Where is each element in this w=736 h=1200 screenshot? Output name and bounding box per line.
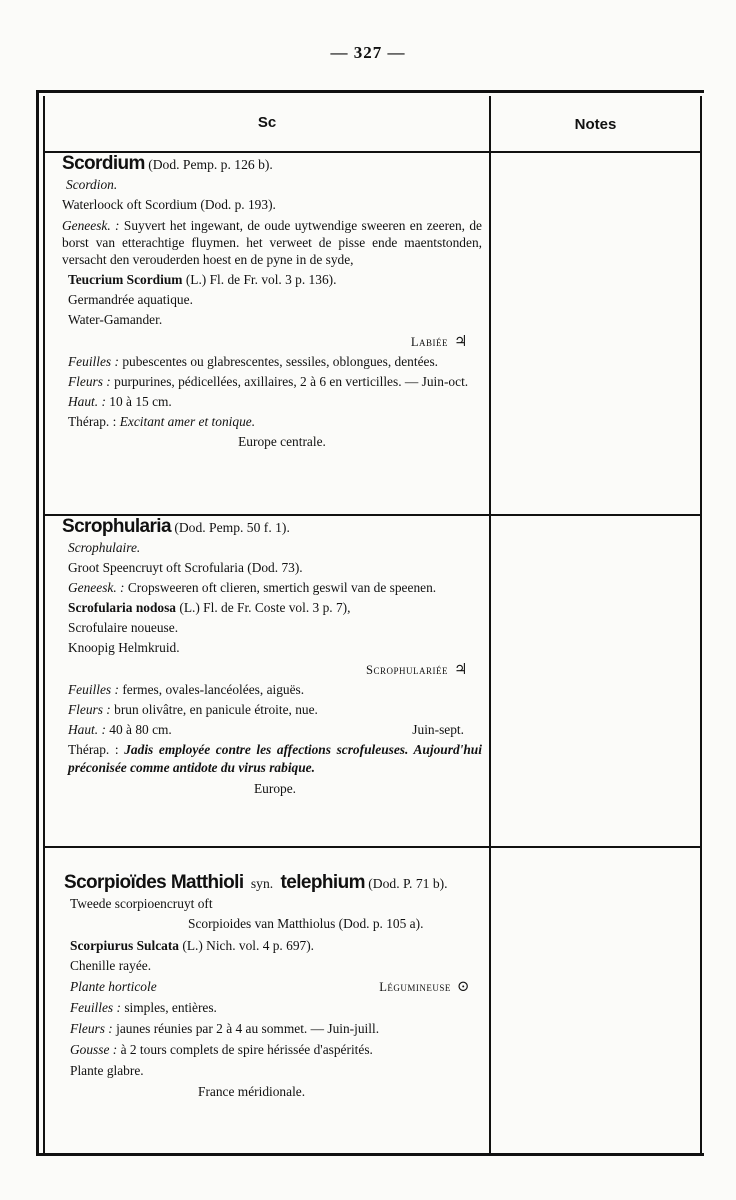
fleurs-text: purpurines, pédicellées, axillaires, 2 à 6 en verticilles. — Juin-oct. xyxy=(114,374,469,389)
therap-label: Thérap. : xyxy=(68,414,117,429)
french-name: Germandrée aquatique. xyxy=(68,292,193,307)
feuilles-line xyxy=(62,681,482,699)
feuilles-line xyxy=(64,999,484,1017)
latin-reference: (L.) Fl. de Fr. vol. 3 p. 136). xyxy=(185,272,337,287)
latin-name: Scorpiurus Sulcata xyxy=(70,938,180,953)
french-old-name: Scordion. xyxy=(66,177,118,192)
family-group xyxy=(379,978,470,996)
latin-name: Scrofularia nodosa xyxy=(68,600,177,615)
haut-text: 40 à 80 cm. xyxy=(109,722,172,737)
entry-scordium xyxy=(62,155,482,451)
geneesk-paragraph xyxy=(62,217,482,268)
therap-text: Excitant amer et tonique. xyxy=(119,414,256,429)
dutch-old-name: Waterloock oft Scordium (Dod. p. 193). xyxy=(62,197,276,212)
page-number: — 327 — xyxy=(330,43,406,62)
entry-scrophularia xyxy=(62,518,482,798)
dutch-name: Water-Gamander. xyxy=(68,312,163,327)
table-inner-left-border xyxy=(43,96,45,1155)
geneesk-text: Cropsweeren oft clieren, smertich geswil van de speenen. xyxy=(127,580,437,595)
fleurs-label: Fleurs : xyxy=(68,374,111,389)
geneesk-label: Geneesk. : xyxy=(62,218,120,233)
perennial-symbol: ♃ xyxy=(454,662,468,678)
haut-line xyxy=(62,393,482,411)
family-line xyxy=(62,333,482,351)
entry-scorpioides xyxy=(64,874,484,1101)
column-header-sc: Sc xyxy=(257,114,277,131)
latin-name-line xyxy=(62,271,482,289)
entry-title: Scrophularia xyxy=(62,516,171,537)
fleurs-line xyxy=(62,701,482,719)
syn-name: telephium xyxy=(280,872,365,893)
region: Europe centrale. xyxy=(238,434,326,449)
fleurs-line xyxy=(64,1020,484,1038)
perennial-symbol: ♃ xyxy=(454,334,468,350)
gousse-label: Gousse : xyxy=(70,1042,118,1057)
latin-name-line xyxy=(62,599,482,617)
feuilles-paragraph xyxy=(62,353,482,371)
fleurs-text: jaunes réunies par 2 à 4 au sommet. — Juin-juill. xyxy=(116,1021,380,1036)
haut-text: 10 à 15 cm. xyxy=(109,394,172,409)
entry-heading xyxy=(62,518,482,537)
latin-reference: (L.) Nich. vol. 4 p. 697). xyxy=(182,938,315,953)
geneesk-label: Geneesk. : xyxy=(68,580,125,595)
region: Europe. xyxy=(253,781,297,796)
french-name: Chenille rayée. xyxy=(70,958,152,973)
family-name: Labiée xyxy=(410,335,449,349)
gousse-line xyxy=(64,1041,484,1059)
latin-name: Teucrium Scordium xyxy=(68,272,183,287)
dutch-old-name-1: Tweede scorpioencruyt oft xyxy=(70,896,213,911)
table-left-border xyxy=(36,90,39,1155)
table-top-border xyxy=(36,90,704,93)
column-divider xyxy=(489,96,491,1155)
annual-symbol: ⊙ xyxy=(456,979,470,995)
fleurs-text: brun olivâtre, en panicule étroite, nue. xyxy=(114,702,318,717)
haut-group xyxy=(68,721,172,739)
note: Plante glabre. xyxy=(70,1063,144,1078)
geneesk-text: Suyvert het ingewant, de oude uytwendige sweeren en zeeren, de borst van etterachtige fluymen. het verweet de pisse ende maentstonden, versacht den verouderden hoest en de pyne in de syde, xyxy=(62,218,482,267)
haut-line xyxy=(62,721,482,739)
haut-label: Haut. : xyxy=(68,722,106,737)
french-old-name: Scrophulaire. xyxy=(68,540,141,555)
entry-reference: (Dod. Pemp. p. 126 b). xyxy=(148,157,273,172)
dutch-name: Knoopig Helmkruid. xyxy=(68,640,180,655)
feuilles-text: pubescentes ou glabrescentes, sessiles, oblongues, dentées. xyxy=(122,354,439,369)
latin-name-line xyxy=(64,937,484,955)
french-name: Scrofulaire noueuse. xyxy=(68,620,179,635)
family-name: Scrophulariée xyxy=(366,663,449,677)
entry-title: Scorpioïdes Matthioli xyxy=(64,872,244,893)
feuilles-text: fermes, ovales-lancéolées, aiguës. xyxy=(122,682,305,697)
fleurs-label: Fleurs : xyxy=(68,702,111,717)
family-line xyxy=(62,661,482,679)
entry-reference: (Dod. Pemp. 50 f. 1). xyxy=(174,520,290,535)
feuilles-text: simples, entières. xyxy=(124,1000,217,1015)
table-bottom-border xyxy=(36,1153,704,1156)
gousse-text: à 2 tours complets de spire hérissée d'aspérités. xyxy=(120,1042,373,1057)
flowering-period: Juin-sept. xyxy=(412,722,464,737)
entry-reference: (Dod. P. 71 b). xyxy=(368,876,448,891)
entry-title: Scordium xyxy=(62,153,145,174)
column-header-notes: Notes xyxy=(574,116,617,133)
dutch-old-name: Groot Speencruyt oft Scrofularia (Dod. 73). xyxy=(68,560,303,575)
plant-type: Plante horticole xyxy=(70,979,157,994)
feuilles-label: Feuilles : xyxy=(68,682,119,697)
table-right-border xyxy=(700,96,702,1155)
dutch-old-name-2: Scorpioides van Matthiolus (Dod. p. 105 a). xyxy=(188,916,424,931)
feuilles-label: Feuilles : xyxy=(68,354,119,369)
fleurs-paragraph xyxy=(62,373,482,391)
syn-label: syn. xyxy=(250,876,274,891)
therap-line xyxy=(62,413,482,431)
plant-type-line xyxy=(64,978,484,996)
entry-heading xyxy=(64,874,484,893)
fleurs-label: Fleurs : xyxy=(70,1021,113,1036)
geneesk-paragraph xyxy=(62,579,482,597)
therap-paragraph xyxy=(62,741,482,777)
haut-label: Haut. : xyxy=(68,394,106,409)
region: France méridionale. xyxy=(198,1084,306,1099)
latin-reference: (L.) Fl. de Fr. Coste vol. 3 p. 7), xyxy=(179,600,351,615)
feuilles-label: Feuilles : xyxy=(70,1000,121,1015)
entry-heading xyxy=(62,155,482,174)
entry-divider-2 xyxy=(43,846,702,848)
therap-text: Jadis employée contre les affections scrofuleuses. Aujourd'hui préconisée comme antidote du virus rabique. xyxy=(68,742,482,775)
therap-label: Thérap. : xyxy=(68,742,119,757)
family-name: Légumineuse xyxy=(379,980,451,994)
